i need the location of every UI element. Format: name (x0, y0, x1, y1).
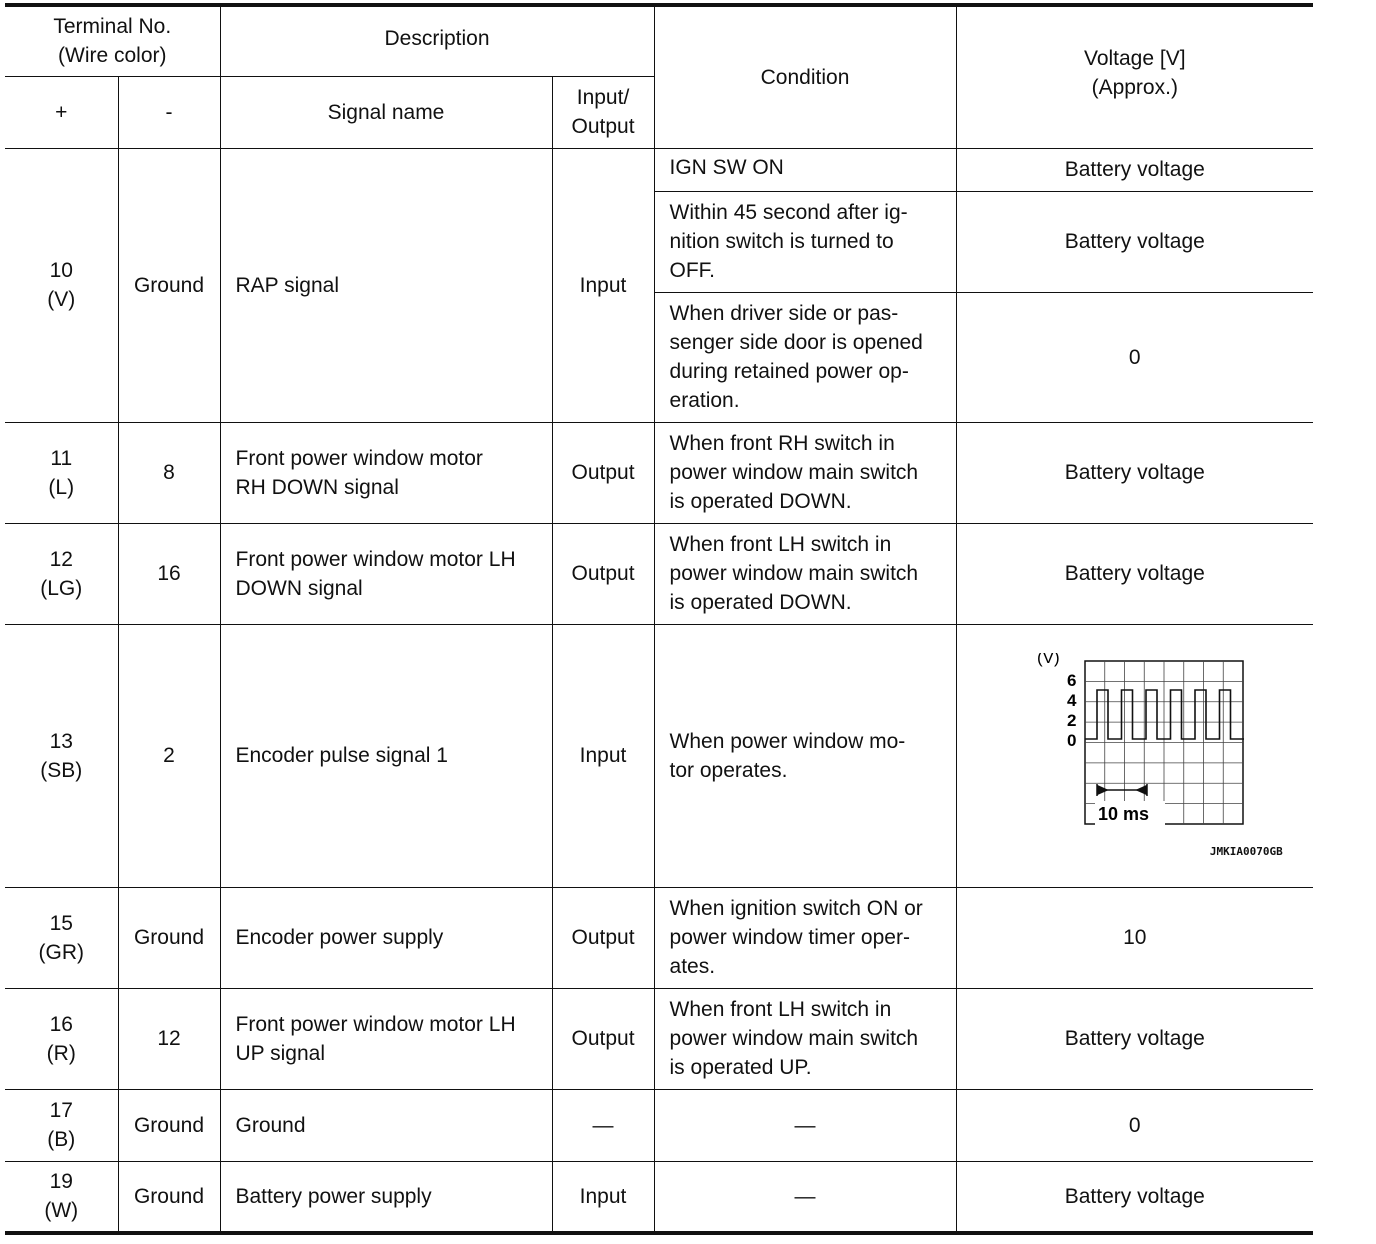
condition-cell: When driver side or pas- senger side door is opened during retained power op- eration. (654, 292, 956, 422)
signal-name-cell: Encoder pulse signal 1 (220, 624, 552, 887)
header-row-1 (5, 5, 1313, 76)
table-row (5, 1089, 1313, 1161)
header-minus: - (118, 76, 220, 148)
signal-name-cell: Front power window motor RH DOWN signal (220, 422, 552, 523)
voltage-cell: Battery voltage (956, 191, 1313, 292)
table-row (5, 1161, 1313, 1233)
signal-name-cell: RAP signal (220, 148, 552, 422)
table-row (5, 422, 1313, 523)
io-cell: Output (552, 988, 654, 1089)
unit-label: (V) (1036, 653, 1060, 667)
signal-name-cell: Front power window motor LH UP signal (220, 988, 552, 1089)
terminal-cell: 16 (R) (5, 988, 118, 1089)
io-cell: Output (552, 887, 654, 988)
time-scale-label: 10 ms (1097, 804, 1149, 824)
pulse-waveform (985, 653, 1285, 858)
terminal-cell: 19 (W) (5, 1161, 118, 1233)
condition-cell: When power window mo- tor operates. (654, 624, 956, 887)
y-tick-label: 0 (1066, 731, 1077, 750)
condition-cell: Within 45 second after ig- nition switch is turned to OFF. (654, 191, 956, 292)
condition-cell: — (654, 1089, 956, 1161)
signal-name-cell: Ground (220, 1089, 552, 1161)
table-row (5, 523, 1313, 624)
minus-cell: Ground (118, 1089, 220, 1161)
minus-cell: 12 (118, 988, 220, 1089)
voltage-cell: Battery voltage (956, 148, 1313, 191)
table-row (5, 887, 1313, 988)
signal-name-cell: Front power window motor LH DOWN signal (220, 523, 552, 624)
voltage-cell: Battery voltage (956, 523, 1313, 624)
condition-cell: When front LH switch in power window main switch is operated UP. (654, 988, 956, 1089)
io-cell: Input (552, 148, 654, 422)
pulse-trace (1085, 690, 1244, 739)
voltage-cell (956, 624, 1313, 887)
table-row (5, 624, 1313, 887)
minus-cell: 2 (118, 624, 220, 887)
minus-cell: 8 (118, 422, 220, 523)
terminal-cell: 17 (B) (5, 1089, 118, 1161)
io-cell: — (552, 1089, 654, 1161)
minus-cell: Ground (118, 148, 220, 422)
voltage-cell: Battery voltage (956, 1161, 1313, 1233)
header-description: Description (220, 5, 654, 76)
io-cell: Output (552, 422, 654, 523)
condition-cell: When ignition switch ON or power window timer oper- ates. (654, 887, 956, 988)
figure-code: JMKIA0070GB (1209, 845, 1283, 858)
header-input-output: Input/ Output (552, 76, 654, 148)
terminal-cell: 12 (LG) (5, 523, 118, 624)
table-row (5, 988, 1313, 1089)
terminal-cell: 10 (V) (5, 148, 118, 422)
minus-cell: Ground (118, 1161, 220, 1233)
voltage-cell: Battery voltage (956, 988, 1313, 1089)
y-tick-label: 2 (1066, 711, 1077, 730)
signal-name-cell: Encoder power supply (220, 887, 552, 988)
table-row (5, 148, 1313, 191)
signal-name-cell: Battery power supply (220, 1161, 552, 1233)
minus-cell: Ground (118, 887, 220, 988)
io-cell: Output (552, 523, 654, 624)
minus-cell: 16 (118, 523, 220, 624)
condition-cell: When front RH switch in power window main switch is operated DOWN. (654, 422, 956, 523)
terminal-table (5, 3, 1313, 1235)
terminal-cell: 13 (SB) (5, 624, 118, 887)
waveform-grid (1085, 661, 1243, 824)
terminal-cell: 15 (GR) (5, 887, 118, 988)
io-cell: Input (552, 1161, 654, 1233)
waveform-figure (985, 653, 1285, 858)
y-tick-label: 4 (1066, 691, 1077, 710)
voltage-cell: 10 (956, 887, 1313, 988)
voltage-cell: 0 (956, 292, 1313, 422)
io-cell: Input (552, 624, 654, 887)
y-tick-label: 6 (1066, 671, 1077, 690)
condition-cell: When front LH switch in power window main switch is operated DOWN. (654, 523, 956, 624)
header-signal-name: Signal name (220, 76, 552, 148)
condition-cell: — (654, 1161, 956, 1233)
condition-cell: IGN SW ON (654, 148, 956, 191)
header-terminal-no: Terminal No. (Wire color) (5, 5, 220, 76)
header-voltage: Voltage [V] (Approx.) (956, 5, 1313, 148)
voltage-cell: 0 (956, 1089, 1313, 1161)
header-condition: Condition (654, 5, 956, 148)
header-plus: + (5, 76, 118, 148)
terminal-cell: 11 (L) (5, 422, 118, 523)
voltage-cell: Battery voltage (956, 422, 1313, 523)
